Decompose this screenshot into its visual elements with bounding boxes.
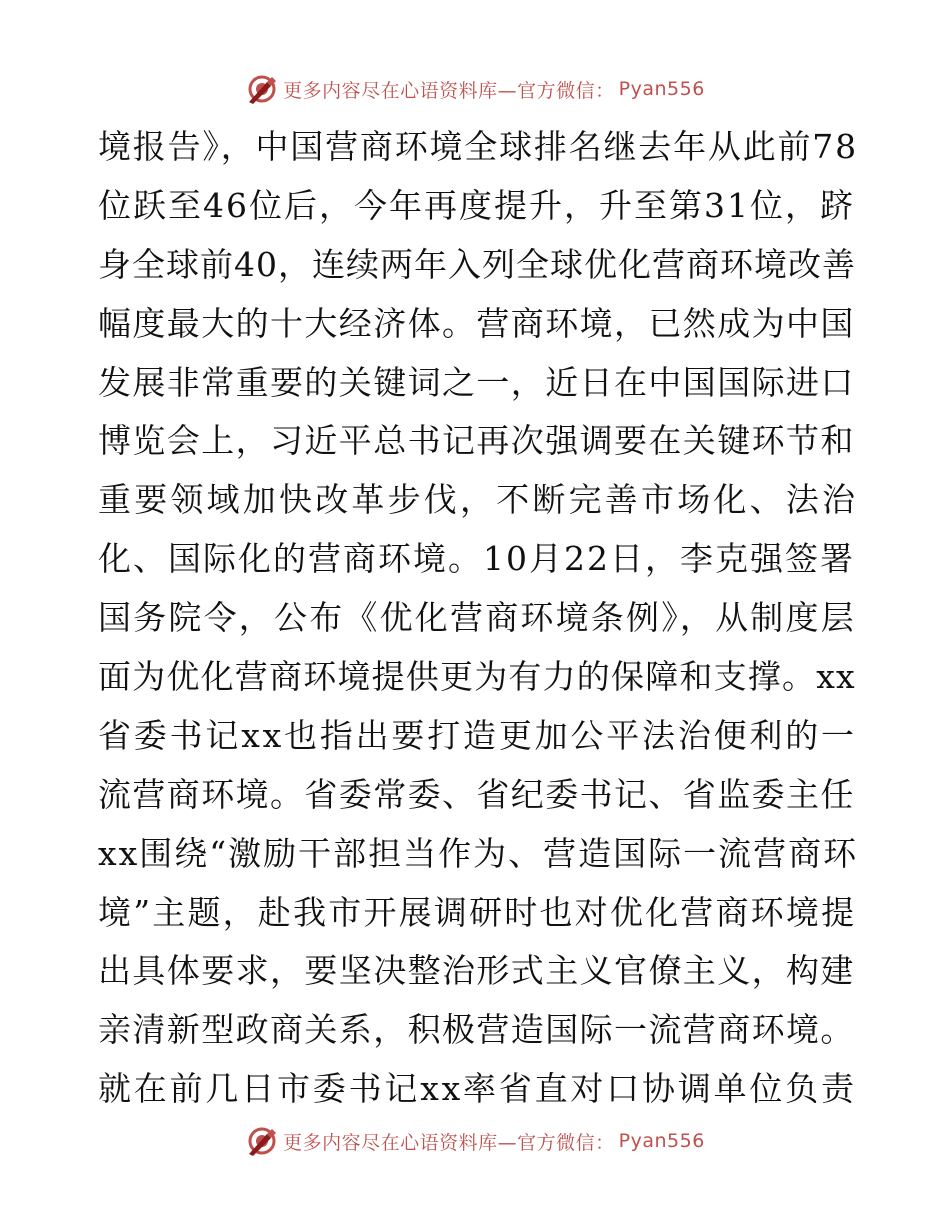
paragraph-line: xx围绕“激励干部担当作为、营造国际一流营商环: [98, 833, 859, 873]
paragraph-line: 流营商环境。省委常委、省纪委书记、省监委主任: [98, 774, 855, 814]
paragraph-line: 就在前几日市委书记xx率省直对口协调单位负责: [98, 1069, 857, 1109]
red-seal-pen-icon: [245, 72, 279, 106]
paragraph-line: 幅度最大的十大经济体。营商环境，已然成为中国: [98, 303, 855, 343]
document-paragraph: [98, 118, 858, 1119]
paragraph-line: 国务院令，公布《优化营商环境条例》，从制度层: [98, 598, 856, 638]
paragraph-line: 身全球前40，连续两年入列全球优化营商环境改善: [98, 244, 856, 284]
watermark-text: 更多内容尽在心语资料库—官方微信：: [283, 79, 615, 102]
paragraph-line: 面为优化营商环境提供更为有力的保障和支撑。xx: [98, 657, 856, 697]
watermark-handle: Pyan556: [618, 78, 705, 100]
paragraph-line: 亲清新型政商关系，积极营造国际一流营商环境。: [98, 1010, 855, 1050]
footer-watermark: [0, 1124, 950, 1158]
paragraph-line: 境报告》，中国营商环境全球排名继去年从此前78: [98, 127, 858, 166]
watermark-handle: Pyan556: [618, 1130, 705, 1152]
watermark-text: 更多内容尽在心语资料库—官方微信：: [283, 1131, 615, 1154]
paragraph-line: 化、国际化的营商环境。10月22日，李克强签署: [98, 539, 855, 579]
paragraph-line: 位跃至46位后，今年再度提升，升至第31位，跻: [98, 185, 855, 225]
paragraph-line: 出具体要求，要坚决整治形式主义官僚主义，构建: [98, 951, 855, 991]
paragraph-line: 发展非常重要的关键词之一，近日在中国国际进口: [98, 362, 855, 402]
paragraph-line: 博览会上，习近平总书记再次强调要在关键环节和: [98, 421, 855, 461]
paragraph-line: 省委书记xx也指出要打造更加公平法治便利的一: [98, 715, 857, 755]
red-seal-pen-icon: [245, 1124, 279, 1158]
header-watermark: [0, 72, 950, 106]
paragraph-line: 境”主题，赴我市开展调研时也对优化营商环境提: [98, 892, 857, 932]
paragraph-line: 重要领域加快改革步伐，不断完善市场化、法治: [98, 480, 859, 520]
